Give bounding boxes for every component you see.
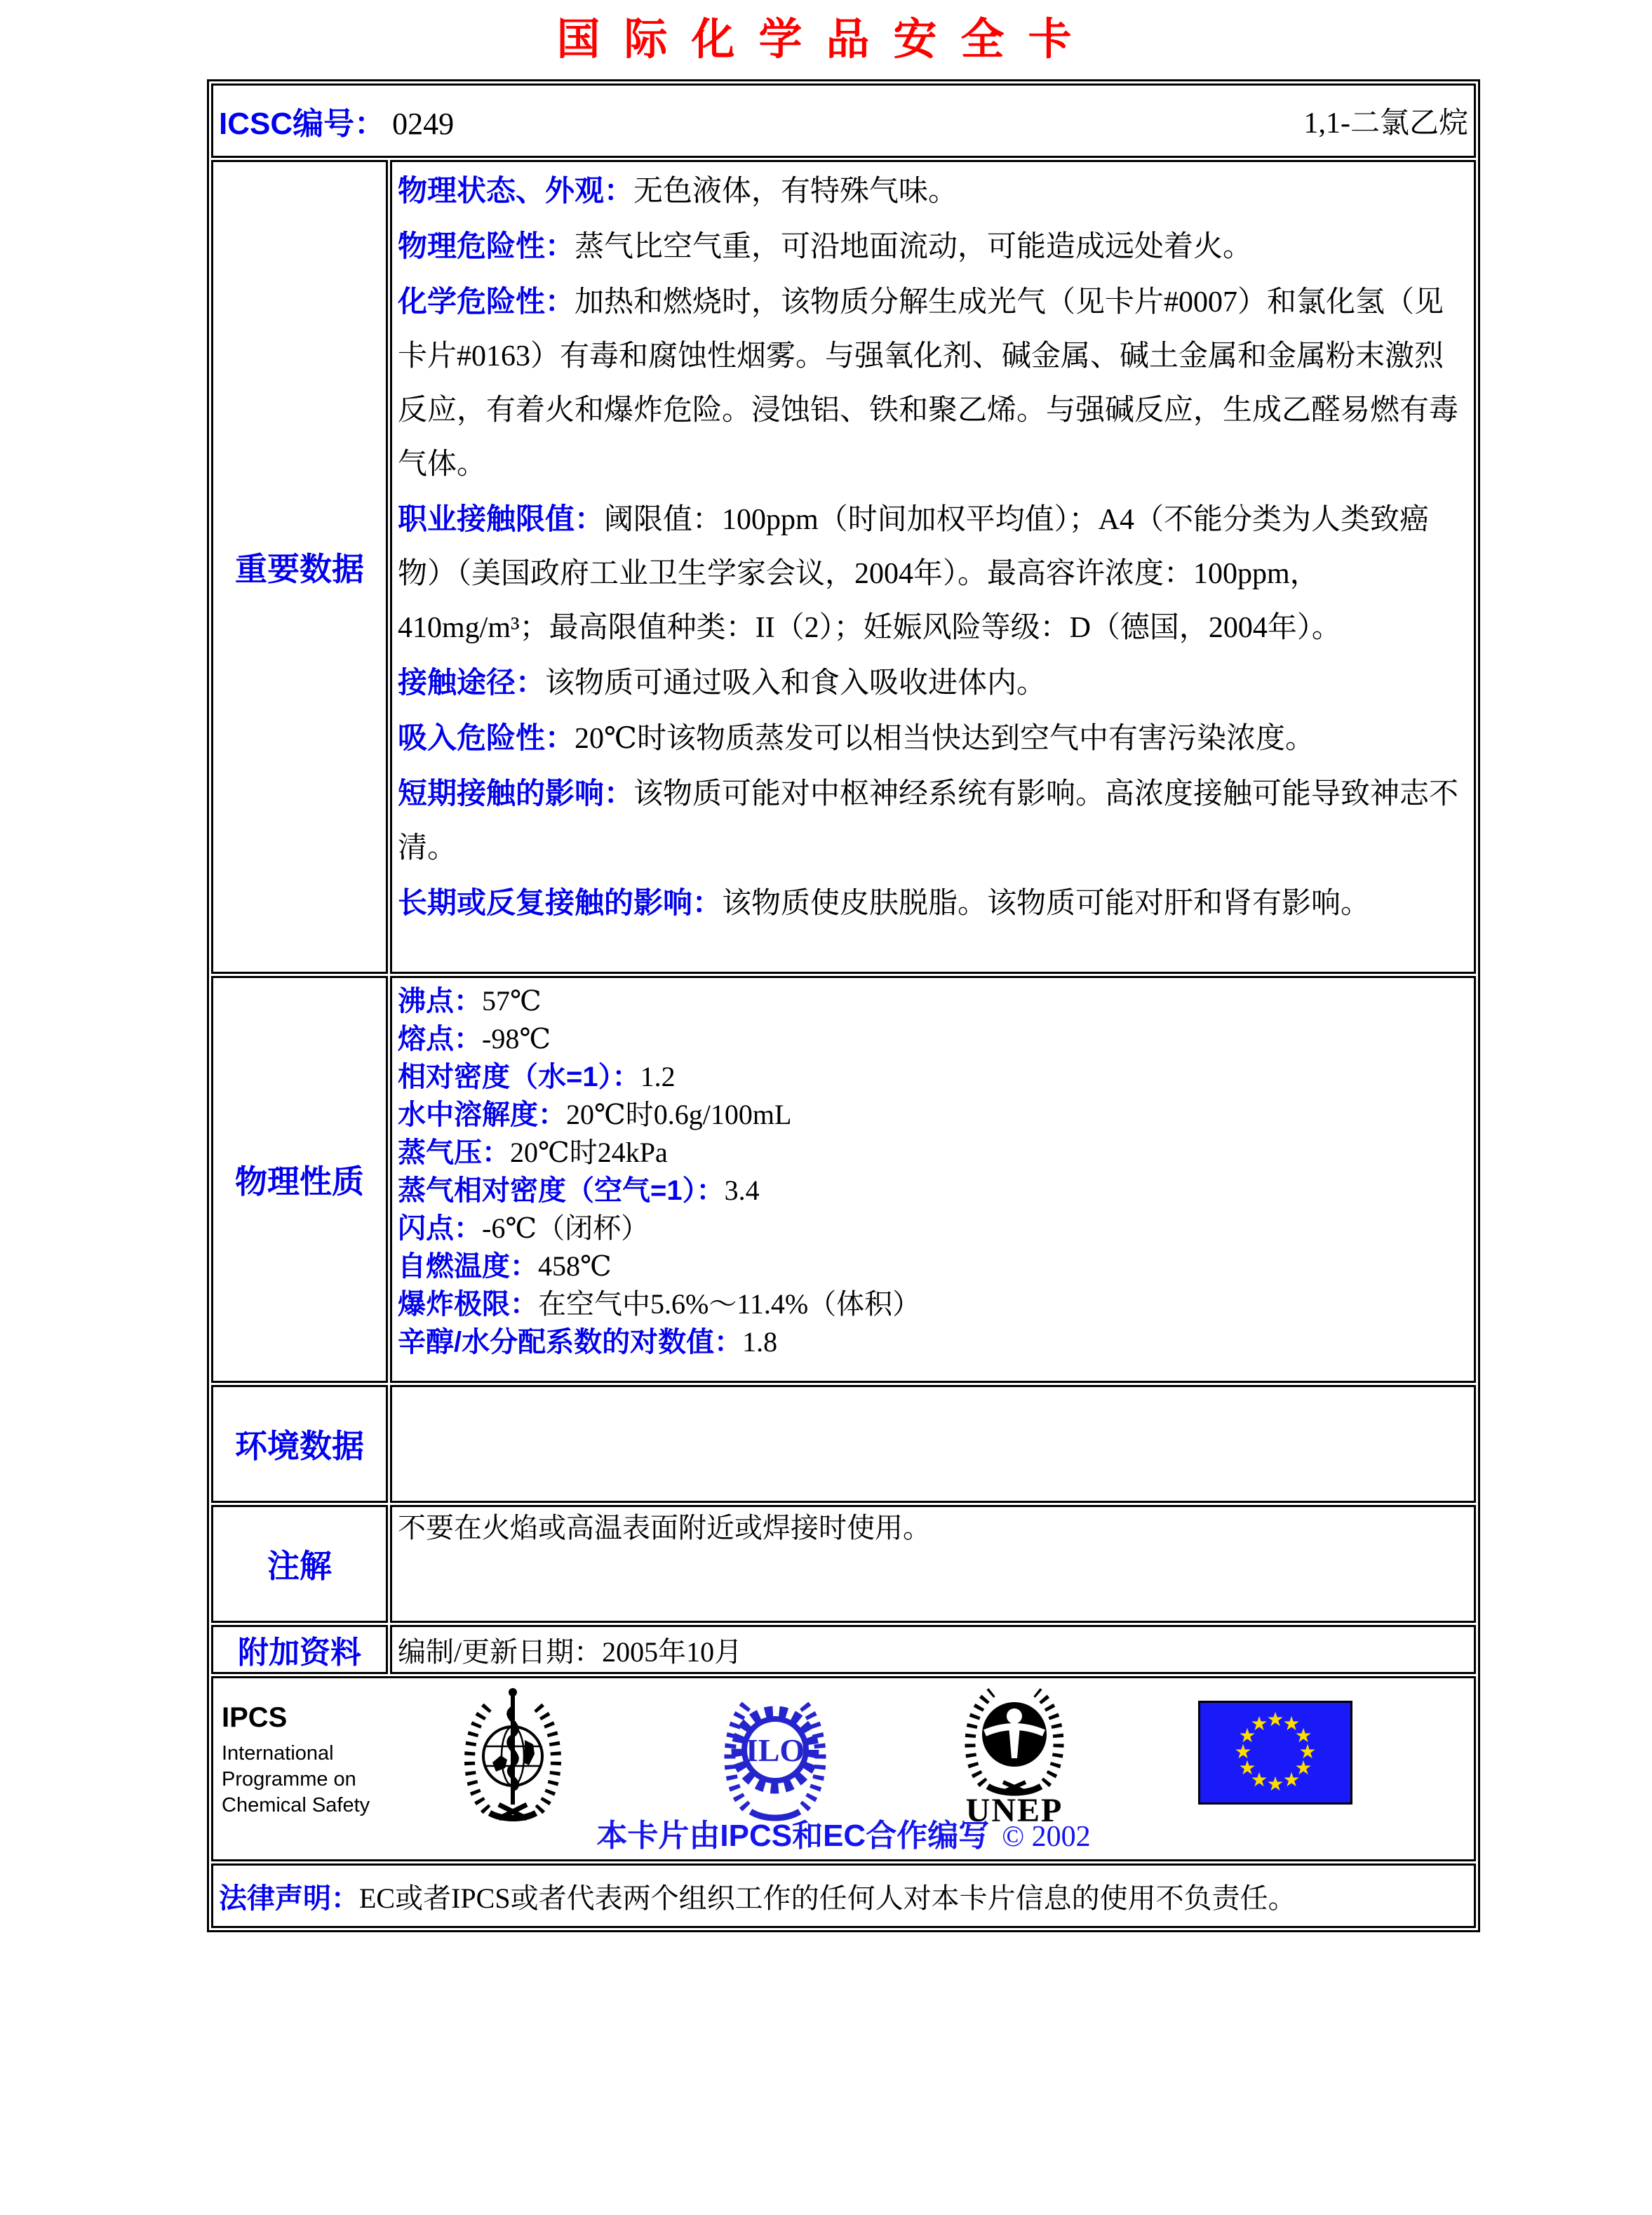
section-label-notes: 注解 (211, 1505, 388, 1623)
substance-name: 1,1-二氯乙烷 (1303, 107, 1468, 140)
icsc-number-group (219, 98, 454, 143)
prop-melting-point: 熔点：-98℃ (398, 1023, 551, 1055)
eu-flag-icon (1198, 1701, 1352, 1805)
prop-boiling-point: 沸点：57℃ (398, 985, 542, 1017)
field-routes-of-exposure: 接触途径：该物质可通过吸入和食入吸收进体内。 (398, 666, 1047, 700)
svg-text:★: ★ (1294, 1724, 1312, 1747)
copyright-text: © 2002 (1002, 1821, 1091, 1853)
field-physical-state: 物理状态、外观：无色液体，有特殊气味。 (398, 174, 958, 208)
unep-caption: UNEP (965, 1792, 1063, 1827)
svg-text:★: ★ (1282, 1712, 1301, 1735)
ipcs-acronym: IPCS (222, 1702, 288, 1733)
field-short-term-effects: 短期接触的影响：该物质可能对中枢神经系统有影响。高浓度接触可能导致神志不清。 (398, 777, 1459, 864)
prop-water-solubility: 水中溶解度：20℃时0.6g/100mL (398, 1099, 792, 1130)
svg-text:★: ★ (1234, 1740, 1252, 1763)
section-label-additional-info: 附加资料 (211, 1625, 388, 1674)
legal-notice-text: EC或者IPCS或者代表两个组织工作的任何人对本卡片信息的使用不负责任。 (359, 1882, 1296, 1914)
prop-vapor-relative-density: 蒸气相对密度（空气=1）：3.4 (398, 1175, 760, 1206)
legal-notice-label: 法律声明： (219, 1882, 359, 1914)
cooperation-caption-text: 本卡片由IPCS和EC合作编写 (596, 1819, 990, 1853)
section-label-important-data: 重要数据 (211, 160, 388, 974)
cooperation-caption (213, 1810, 1474, 1855)
section-content-physical-properties (390, 976, 1476, 1383)
icsc-number-value: 0249 (392, 107, 455, 141)
field-chemical-hazard: 化学危险性：加热和燃烧时，该物质分解生成光气（见卡片#0007）和氯化氢（见卡片#0163）有毒和腐蚀性烟雾。与强氧化剂、碱金属、碱土金属和金属粉末激烈反应，有着火和爆炸危险。浸蚀铝、铁和聚乙烯。与强碱反应，生成乙醛易燃有毒气体。 (398, 285, 1459, 481)
ilo-letters: ILO (745, 1732, 805, 1768)
section-label-environmental-data: 环境数据 (211, 1385, 388, 1503)
ilo-logo-icon (723, 1682, 828, 1823)
field-long-term-effects: 长期或反复接触的影响：该物质使皮肤脱脂。该物质可能对肝和肾有影响。 (398, 886, 1371, 920)
who-logo-icon (460, 1684, 565, 1821)
ipcs-text-block: IPCS International Programme on Chemical Safety (222, 1702, 370, 1816)
unep-logo-icon (958, 1680, 1070, 1827)
prop-autoignition-temperature: 自燃温度：458℃ (398, 1250, 612, 1282)
page-title: 国际化学品安全卡 (556, 15, 1096, 64)
field-occupational-exposure-limits: 职业接触限值：阈限值：100ppm（时间加权平均值）；A4（不能分类为人类致癌物）（美国政府工业卫生学家会议，2004年）。最高容许浓度：100ppm，410mg/m³；最高限值种类：II（2）；妊娠风险等级：D（德国，2004年）。 (398, 502, 1430, 644)
svg-text:★: ★ (1298, 1740, 1317, 1763)
section-content-important-data (390, 160, 1476, 974)
svg-text:★: ★ (1250, 1712, 1268, 1735)
legal-notice-row (211, 1863, 1476, 1928)
prop-octanol-water-partition: 辛醇/水分配系数的对数值：1.8 (398, 1326, 778, 1358)
prop-relative-density: 相对密度（水=1）：1.2 (398, 1061, 676, 1092)
svg-text:★: ★ (1282, 1768, 1301, 1791)
svg-text:★: ★ (1238, 1724, 1256, 1747)
svg-text:★: ★ (1294, 1756, 1312, 1779)
svg-text:★: ★ (1266, 1708, 1284, 1731)
prop-explosive-limits: 爆炸极限：在空气中5.6%～11.4%（体积） (398, 1288, 921, 1320)
icsc-card-table (207, 79, 1480, 1932)
section-content-additional-info: 编制/更新日期：2005年10月 (390, 1625, 1476, 1674)
svg-text:★: ★ (1250, 1768, 1268, 1791)
section-content-notes: 不要在火焰或高温表面附近或焊接时使用。 (390, 1505, 1476, 1623)
prop-vapor-pressure: 蒸气压：20℃时24kPa (398, 1137, 668, 1168)
field-inhalation-risk: 吸入危险性：20℃时该物质蒸发可以相当快达到空气中有害污染浓度。 (398, 721, 1315, 755)
logos-row (211, 1676, 1476, 1861)
prop-flash-point: 闪点：-6℃（闭杯） (398, 1212, 650, 1244)
icsc-number-label: ICSC编号： (219, 107, 386, 141)
svg-text:★: ★ (1266, 1772, 1284, 1795)
card-header-row (211, 83, 1476, 158)
section-label-physical-properties: 物理性质 (211, 976, 388, 1383)
svg-text:★: ★ (1238, 1756, 1256, 1779)
section-content-environmental-data (390, 1385, 1476, 1503)
field-physical-hazard: 物理危险性：蒸气比空气重，可沿地面流动，可能造成远处着火。 (398, 229, 1253, 263)
